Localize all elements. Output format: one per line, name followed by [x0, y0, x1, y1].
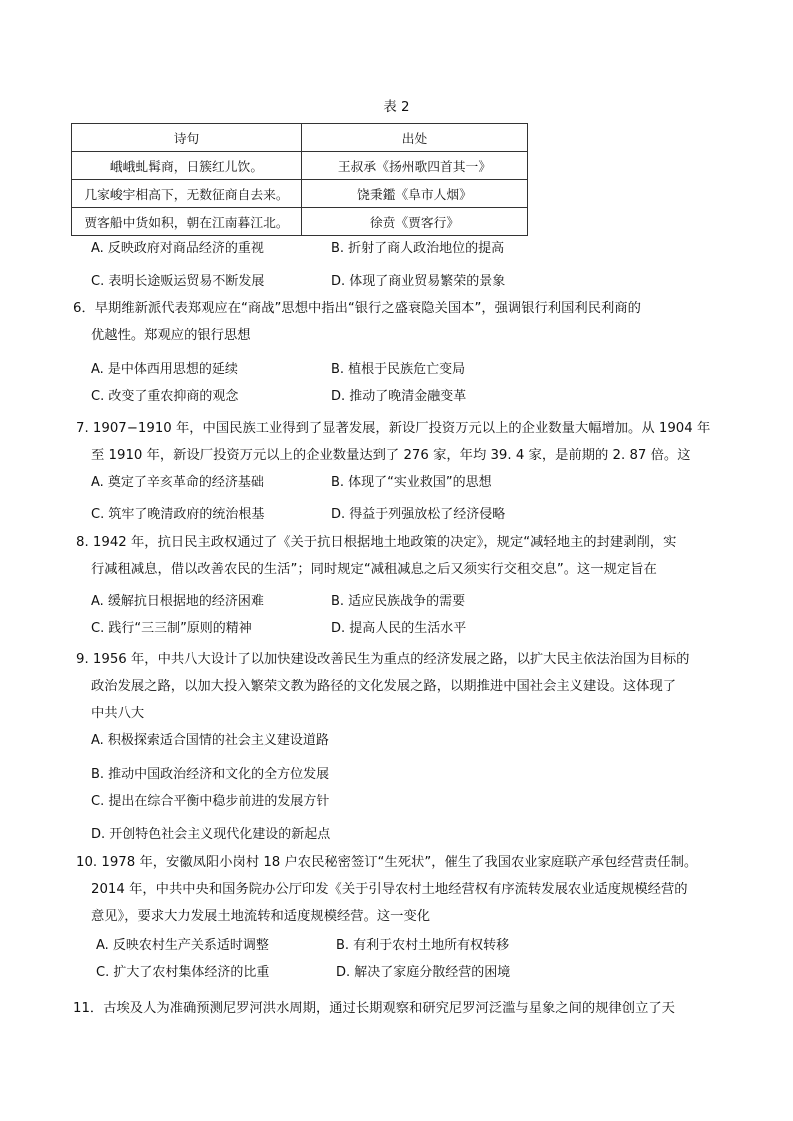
- poem-cell: 贾客船中货如积，朝在江南暮江北。: [72, 208, 302, 236]
- q7-option-d[interactable]: D. 得益于列强放松了经济侵略: [331, 507, 506, 522]
- q5-option-b[interactable]: B. 折射了商人政治地位的提高: [331, 241, 505, 256]
- poem-cell: 几家峻宇相高下，无数征商自去来。: [72, 180, 302, 208]
- q10-stem-line1: 10. 1978 年，安徽凤阳小岗村 18 户农民秘密签订“生死状”，催生了我国农业家庭联产承包经营责任制。: [76, 855, 698, 870]
- q10-stem-line2: 2014 年，中共中央和国务院办公厅印发《关于引导农村土地经营权有序流转发展农业适度规模经营的: [91, 882, 688, 897]
- q10-option-d[interactable]: D. 解决了家庭分散经营的困境: [336, 965, 511, 980]
- poem-cell: 峨峨虬髯商，日簇红儿饮。: [72, 152, 302, 180]
- q6-option-a[interactable]: A. 是中体西用思想的延续: [91, 362, 238, 377]
- q10-option-b[interactable]: B. 有利于农村土地所有权转移: [336, 938, 510, 953]
- table-row: [72, 208, 528, 236]
- q5-option-c[interactable]: C. 表明长途贩运贸易不断发展: [91, 274, 265, 289]
- q8-stem-line2: 行减租减息，借以改善农民的生活”；同时规定“减租减息之后又须实行交租交息”。这一规定旨在: [91, 562, 657, 577]
- q9-option-b[interactable]: B. 推动中国政治经济和文化的全方位发展: [91, 767, 330, 782]
- q9-stem-line3: 中共八大: [91, 706, 145, 721]
- q8-option-b[interactable]: B. 适应民族战争的需要: [331, 594, 466, 609]
- header-poem: 诗句: [72, 124, 302, 152]
- q8-option-a[interactable]: A. 缓解抗日根据地的经济困难: [91, 594, 264, 609]
- q10-option-a[interactable]: A. 反映农村生产关系适时调整: [96, 938, 269, 953]
- q7-option-c[interactable]: C. 筑牢了晚清政府的统治根基: [91, 507, 265, 522]
- table-row: [72, 152, 528, 180]
- table-caption: 表 2: [383, 100, 410, 115]
- q8-stem-line1: 8. 1942 年，抗日民主政权通过了《关于抗日根据地土地政策的决定》，规定“减轻地主的封建剥削，实: [76, 535, 677, 550]
- q9-option-c[interactable]: C. 提出在综合平衡中稳步前进的发展方针: [91, 794, 330, 809]
- source-cell: 饶秉鑑《阜市人烟》: [302, 180, 528, 208]
- q5-option-a[interactable]: A. 反映政府对商品经济的重视: [91, 241, 264, 256]
- q10-option-c[interactable]: C. 扩大了农村集体经济的比重: [96, 965, 270, 980]
- q8-option-d[interactable]: D. 提高人民的生活水平: [331, 621, 467, 636]
- poem-table: [71, 123, 528, 236]
- q9-option-d[interactable]: D. 开创特色社会主义现代化建设的新起点: [91, 827, 331, 842]
- q6-stem-line1: 6．早期维新派代表郑观应在“商战”思想中指出“银行之盛衰隐关国本”，强调银行利国利民利商的: [73, 301, 641, 316]
- q8-option-c[interactable]: C. 践行“三三制”原则的精神: [91, 621, 252, 636]
- q5-option-d[interactable]: D. 体现了商业贸易繁荣的景象: [331, 274, 506, 289]
- table-row: [72, 180, 528, 208]
- q6-stem-line2: 优越性。郑观应的银行思想: [91, 328, 251, 343]
- q6-option-c[interactable]: C. 改变了重农抑商的观念: [91, 389, 239, 404]
- table-header-row: [72, 124, 528, 152]
- q7-stem-line1: 7. 1907−1910 年，中国民族工业得到了显著发展，新设厂投资万元以上的企业数量大幅增加。从 1904 年: [76, 421, 711, 436]
- q9-stem-line1: 9. 1956 年，中共八大设计了以加快建设改善民生为重点的经济发展之路，以扩大民主依法治国为目标的: [76, 652, 690, 667]
- q6-option-b[interactable]: B. 植根于民族危亡变局: [331, 362, 466, 377]
- q7-option-a[interactable]: A. 奠定了辛亥革命的经济基础: [91, 475, 264, 490]
- source-cell: 王叔承《扬州歌四首其一》: [302, 152, 528, 180]
- q7-option-b[interactable]: B. 体现了“实业救国”的思想: [331, 475, 492, 490]
- q6-option-d[interactable]: D. 推动了晚清金融变革: [331, 389, 467, 404]
- source-cell: 徐贲《贾客行》: [302, 208, 528, 236]
- header-source: 出处: [302, 124, 528, 152]
- q10-stem-line3: 意见》，要求大力发展土地流转和适度规模经营。这一变化: [91, 909, 431, 924]
- q7-stem-line2: 至 1910 年，新设厂投资万元以上的企业数量达到了 276 家，年均 39. 4 家，是前期的 2. 87 倍。这: [91, 448, 691, 463]
- q11-stem-line1: 11．古埃及人为准确预测尼罗河洪水周期，通过长期观察和研究尼罗河泛滥与星象之间的规律创立了天: [73, 1001, 675, 1016]
- q9-option-a[interactable]: A. 积极探索适合国情的社会主义建设道路: [91, 733, 329, 748]
- q9-stem-line2: 政治发展之路，以加大投入繁荣文教为路径的文化发展之路，以期推进中国社会主义建设。这体现了: [91, 679, 677, 694]
